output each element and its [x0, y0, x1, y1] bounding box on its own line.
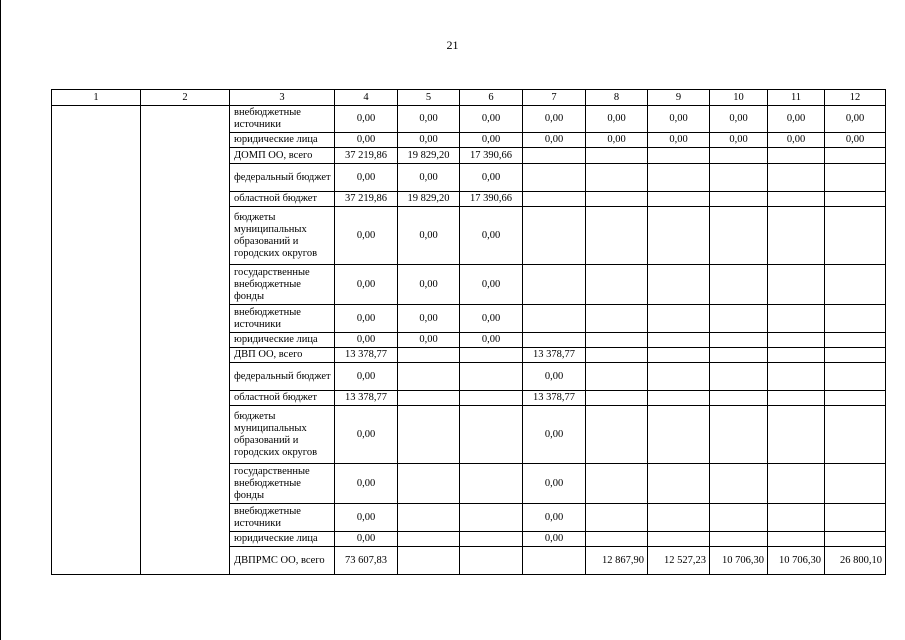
row-label: юридические лица [230, 333, 335, 348]
value-cell [825, 148, 886, 164]
value-cell [710, 265, 768, 305]
value-cell [710, 363, 768, 391]
value-cell: 0,00 [523, 363, 586, 391]
value-cell: 12 527,23 [648, 547, 710, 575]
value-cell: 13 378,77 [335, 391, 398, 406]
value-cell [648, 305, 710, 333]
value-cell [586, 333, 648, 348]
value-cell [648, 207, 710, 265]
value-cell: 0,00 [825, 106, 886, 133]
value-cell: 0,00 [523, 106, 586, 133]
value-cell [825, 363, 886, 391]
value-cell [648, 532, 710, 547]
value-cell [648, 504, 710, 532]
value-cell: 0,00 [460, 133, 523, 148]
value-cell [710, 207, 768, 265]
page-number: 21 [446, 38, 459, 52]
value-cell: 0,00 [586, 106, 648, 133]
value-cell [523, 333, 586, 348]
value-cell [398, 504, 460, 532]
value-cell [825, 532, 886, 547]
value-cell: 0,00 [460, 207, 523, 265]
value-cell [710, 464, 768, 504]
value-cell: 0,00 [523, 504, 586, 532]
value-cell [710, 148, 768, 164]
value-cell [768, 391, 825, 406]
header-cell: 5 [398, 90, 460, 106]
value-cell [523, 192, 586, 207]
value-cell: 0,00 [398, 265, 460, 305]
value-cell: 0,00 [335, 464, 398, 504]
value-cell [648, 391, 710, 406]
value-cell [710, 504, 768, 532]
value-cell: 0,00 [710, 106, 768, 133]
row-label: ДВП ОО, всего [230, 348, 335, 363]
value-cell [398, 391, 460, 406]
value-cell [586, 391, 648, 406]
value-cell: 0,00 [523, 464, 586, 504]
value-cell [648, 265, 710, 305]
value-cell [768, 164, 825, 192]
value-cell [648, 192, 710, 207]
row-label: внебюджетные источники [230, 504, 335, 532]
value-cell [825, 333, 886, 348]
value-cell: 0,00 [335, 265, 398, 305]
value-cell [710, 348, 768, 363]
value-cell [586, 464, 648, 504]
header-cell: 2 [141, 90, 230, 106]
row-label: юридические лица [230, 532, 335, 547]
value-cell [768, 207, 825, 265]
value-cell: 0,00 [398, 333, 460, 348]
value-cell [768, 348, 825, 363]
value-cell [523, 164, 586, 192]
row-label: федеральный бюджет [230, 363, 335, 391]
value-cell: 0,00 [768, 133, 825, 148]
value-cell [523, 265, 586, 305]
value-cell [825, 164, 886, 192]
value-cell: 0,00 [335, 207, 398, 265]
row-label: бюджеты муниципальных образований и городских округов [230, 207, 335, 265]
value-cell [825, 391, 886, 406]
value-cell [586, 164, 648, 192]
value-cell [398, 464, 460, 504]
value-cell [586, 265, 648, 305]
value-cell: 0,00 [523, 532, 586, 547]
value-cell [523, 547, 586, 575]
value-cell: 0,00 [398, 207, 460, 265]
value-cell: 0,00 [523, 133, 586, 148]
value-cell: 0,00 [335, 333, 398, 348]
value-cell: 0,00 [460, 164, 523, 192]
value-cell: 0,00 [648, 106, 710, 133]
row-label: юридические лица [230, 133, 335, 148]
value-cell: 0,00 [460, 265, 523, 305]
value-cell: 0,00 [710, 133, 768, 148]
value-cell: 0,00 [648, 133, 710, 148]
value-cell [460, 504, 523, 532]
value-cell: 37 219,86 [335, 192, 398, 207]
value-cell [768, 464, 825, 504]
row-label: внебюджетные источники [230, 106, 335, 133]
value-cell [825, 464, 886, 504]
value-cell [825, 348, 886, 363]
value-cell [460, 406, 523, 464]
row-label: бюджеты муниципальных образований и городских округов [230, 406, 335, 464]
value-cell [768, 148, 825, 164]
value-cell [710, 532, 768, 547]
value-cell [586, 192, 648, 207]
value-cell: 26 800,10 [825, 547, 886, 575]
value-cell: 0,00 [335, 532, 398, 547]
header-cell: 4 [335, 90, 398, 106]
row-label: государственные внебюджетные фонды [230, 464, 335, 504]
value-cell [648, 333, 710, 348]
header-cell: 10 [710, 90, 768, 106]
value-cell: 0,00 [335, 164, 398, 192]
value-cell [648, 464, 710, 504]
value-cell [710, 192, 768, 207]
budget-table [51, 89, 886, 575]
row-label: государственные внебюджетные фонды [230, 265, 335, 305]
col-1-cell [52, 106, 141, 575]
value-cell [586, 532, 648, 547]
value-cell: 0,00 [398, 164, 460, 192]
header-cell: 11 [768, 90, 825, 106]
value-cell [648, 363, 710, 391]
value-cell [523, 148, 586, 164]
value-cell: 0,00 [523, 406, 586, 464]
col-2-cell [141, 106, 230, 575]
value-cell: 0,00 [586, 133, 648, 148]
value-cell [768, 192, 825, 207]
value-cell: 17 390,66 [460, 148, 523, 164]
header-cell: 7 [523, 90, 586, 106]
value-cell [586, 148, 648, 164]
value-cell [768, 363, 825, 391]
value-cell: 0,00 [335, 406, 398, 464]
table-row [52, 106, 886, 133]
value-cell [710, 333, 768, 348]
value-cell [460, 363, 523, 391]
value-cell [460, 532, 523, 547]
value-cell: 0,00 [460, 106, 523, 133]
value-cell: 0,00 [398, 133, 460, 148]
row-label: внебюджетные источники [230, 305, 335, 333]
value-cell [648, 406, 710, 464]
value-cell: 0,00 [460, 305, 523, 333]
row-label: федеральный бюджет [230, 164, 335, 192]
value-cell: 0,00 [335, 363, 398, 391]
value-cell [768, 504, 825, 532]
value-cell [398, 406, 460, 464]
value-cell [768, 305, 825, 333]
value-cell: 0,00 [825, 133, 886, 148]
value-cell: 19 829,20 [398, 148, 460, 164]
value-cell [523, 305, 586, 333]
header-cell: 3 [230, 90, 335, 106]
value-cell [710, 406, 768, 464]
value-cell: 13 378,77 [523, 348, 586, 363]
value-cell [825, 305, 886, 333]
header-cell: 8 [586, 90, 648, 106]
value-cell: 73 607,83 [335, 547, 398, 575]
header-cell: 9 [648, 90, 710, 106]
value-cell [460, 547, 523, 575]
value-cell [586, 305, 648, 333]
value-cell: 0,00 [768, 106, 825, 133]
value-cell: 10 706,30 [710, 547, 768, 575]
value-cell [768, 532, 825, 547]
value-cell [825, 265, 886, 305]
value-cell: 13 378,77 [523, 391, 586, 406]
value-cell: 13 378,77 [335, 348, 398, 363]
value-cell [586, 363, 648, 391]
value-cell [710, 391, 768, 406]
value-cell [825, 192, 886, 207]
value-cell [768, 406, 825, 464]
value-cell [825, 504, 886, 532]
value-cell [768, 333, 825, 348]
value-cell: 19 829,20 [398, 192, 460, 207]
value-cell [825, 207, 886, 265]
value-cell: 0,00 [398, 106, 460, 133]
page-left-border [0, 0, 1, 640]
header-cell: 1 [52, 90, 141, 106]
value-cell [586, 207, 648, 265]
value-cell [710, 164, 768, 192]
value-cell: 0,00 [335, 133, 398, 148]
header-row [52, 90, 886, 106]
row-label: ДВПРМС ОО, всего [230, 547, 335, 575]
value-cell [398, 348, 460, 363]
value-cell [648, 164, 710, 192]
value-cell [398, 363, 460, 391]
value-cell [586, 406, 648, 464]
table-body [52, 90, 886, 575]
value-cell [460, 391, 523, 406]
value-cell [710, 305, 768, 333]
value-cell: 17 390,66 [460, 192, 523, 207]
value-cell [768, 265, 825, 305]
value-cell: 0,00 [335, 305, 398, 333]
value-cell: 10 706,30 [768, 547, 825, 575]
value-cell [523, 207, 586, 265]
value-cell: 37 219,86 [335, 148, 398, 164]
value-cell [586, 348, 648, 363]
value-cell [648, 348, 710, 363]
value-cell: 0,00 [335, 106, 398, 133]
row-label: областной бюджет [230, 192, 335, 207]
value-cell: 0,00 [335, 504, 398, 532]
header-cell: 12 [825, 90, 886, 106]
value-cell: 0,00 [398, 305, 460, 333]
value-cell [648, 148, 710, 164]
value-cell [460, 464, 523, 504]
value-cell [586, 504, 648, 532]
value-cell: 0,00 [460, 333, 523, 348]
value-cell: 12 867,90 [586, 547, 648, 575]
row-label: ДОМП ОО, всего [230, 148, 335, 164]
value-cell [398, 532, 460, 547]
value-cell [825, 406, 886, 464]
header-cell: 6 [460, 90, 523, 106]
row-label: областной бюджет [230, 391, 335, 406]
value-cell [398, 547, 460, 575]
value-cell [460, 348, 523, 363]
